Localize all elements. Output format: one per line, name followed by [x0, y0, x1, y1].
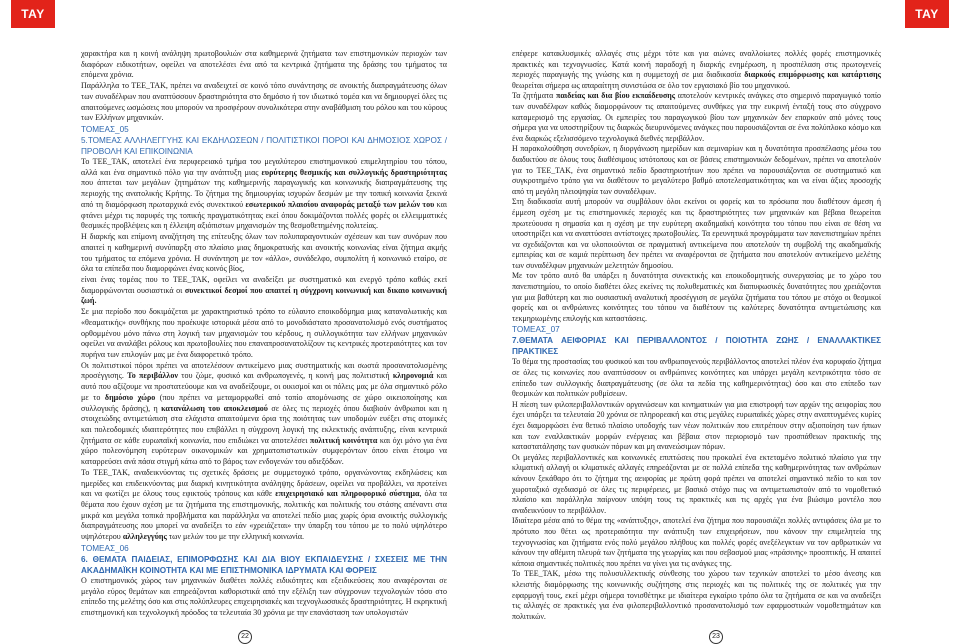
page-number: 23: [709, 630, 723, 644]
tee-logo: ΤΑΥ: [11, 0, 55, 28]
tee-logo: ΤΑΥ: [905, 0, 949, 28]
section-code: ΤΟΜΕΑΣ_07: [512, 325, 560, 335]
paragraph: Οι πολιτιστικοί πόροι πρέπει να αποτελέσουν αντικείμενο μιας συστηματικής και σωστά προσανατολισμένης προσέγγισης. Το περιβάλλον του ζώμε, φυσικό και ανθρωπογενές, η κοινή μας πολιτιστική κληρονομιά και αυτό που αξίζουμε να προστατεύουμε και να αναδείξουμε, οι οικισμοί και οι πόλεις μας με όλα σημαντικό ρόλο με το δημόσιο χώρο (που πρέπει να μεταμορφωθεί από τοπίο απομόνωσης σε χώρο οικειοποίησης και συλλογικής δράσης), η κατανάλωση του αποκλεισμού σε όλες τις περιοχές όπου διαβιούν άνθρωποι και η στοιχειώδης αντιμετώπιση στα ελάχιστα απαιτούμενα όρια της ποιότητας των υποδομών ευέξει στις ατομικές και πολεοδομικές ιδιαιτερότητες που επιβάλλει η σύγχρονη λογική της εκλεκτικής ανάπτυξης, είναι κεντρικά ζητήματα σε κάθε ευρωπαϊκή κοινωνία, που επιδιώκει να αποτελέσει πολιτική κοινότητα και όχι μόνο για ένα χώρο πολεονόμηση ευρύτερων οικονομικών και χρηματοπιστωτικών συμφερόντων όπου είναι έτοιμο να καταρρεύσει ανά πάσα στιγμή κάτω από το βάρος των ενδογενών του αδιεξόδων.: [81, 360, 448, 467]
section-code: ΤΟΜΕΑΣ_06: [81, 543, 129, 553]
section-title: 7.ΘΕΜΑΤΑ ΑΕΙΦΟΡΙΑΣ ΚΑΙ ΠΕΡΙΒΑΛΛΟΝΤΟΣ / ΠΟΙΟΤΗΤΑ ΖΩΗΣ / ΕΝΑΛΛΑΚΤΙΚΕΣ ΠΡΑΚΤΙΚΕΣ: [512, 336, 881, 357]
paragraph: Το ΤΕΕ_ΤΑΚ, αναδεικνύοντας τις σχετικές δράσεις με συμμετοχικό τρόπο, οργανώνοντας εκδηλώσεις και ημερίδες και επιδεικνύοντας μια διαρκή κινητικότητα ανάληψης δράσεων, οφείλει να προβάλλει, να προτείνει και να φωτίζει με όλους τους εφικτούς τρόπους και κάθε επιχειρησιακό και πληροφορικό σύστημα, όλα τα θέματα που έχουν σχέση με τα ζητήματα της επιστημονικής, πολιτικής και πολιτικής του στάσης απέναντι στα μικρά και μεγάλα τοπικά προβλήματα και παράλληλα να αποτελεί πεδίο μιας χωρίς όρια ανοικτής συλλογικής διαπραγμάτευσης που μπορεί να αναδείξει το εάν «χρειάζεται» την ύπαρξη του τόπου με το πολύ υψηλότερο υψηλότερου αλληλεγγύης των μελών του με την ελληνική κοινωνία.: [81, 467, 447, 542]
section-title: 5.ΤΟΜΕΑΣ ΑΛΛΗΛΕΓΓΥΗΣ ΚΑΙ ΕΚΔΗΛΩΣΕΩΝ / ΠΟΛΙΤΙΣΤΙΚΟΙ ΠΟΡΟΙ ΚΑΙ ΔΗΜΟΣΙΟΣ ΧΩΡΟΣ / ΠΡΟΒΟΛΗ ΚΑΙ ΕΠΙΚΟΙΝΩΝΙΑ: [81, 136, 447, 157]
paragraph: Ιδιαίτερα μέσα από το θέμα της «ανάπτυξης», αποτελεί ένα ζήτημα που παρουσιάζει πολλές αντιφάσεις όλα με το πρότυπο που θέτει ως προτεραιότητα την ανάπτυξη των επιχειρήσεων, που κάνουν την επιμελητεία της τεχνογνωσίας και ζητήματα ενός πολύ μεγάλου πλήθους και πολλές φορές ανεξέλεγκτων να τον αρθρωτικών να κάνουν την αθέμιτη πλευρά των ζητήματα της γεωργίας και που σεβασμού μιας «πράσινης» προοπτικής. Η απαιτεί κάποια σημαντικές πολιτικές που πρέπει να γίνει για τις ανάγκες της.: [512, 516, 881, 568]
paragraph: Η παρακολούθηση συνεδρίων, η διοργάνωση ημερίδων και σεμιναρίων και η δυνατότητα προσπέλασης μέσω του διαδικτύου σε όλους τους διαθέσιμους ιστότοπους και σε βάσεις επιστημονικών δεδομένων, πρέπει να αποτελούν για το ΤΕΕ_ΤΑΚ, ένα σημαντικό πεδίο δραστηριοτήτων που πρέπει να παρουσιάζονται σε συστηματικό και συγκροτημένο τρόπο για να διαθέτουν το μεγαλύτερο βαθμό αποτελεσματικότητας και να είναι άξιες προσοχής από τη μεγάλη πλειοψηφία των συναδέλφων.: [512, 144, 881, 196]
paragraph: Το θέμα της προστασίας του φυσικού και του ανθρωπογενούς περιβάλλοντος αποτελεί πλέον ένα κορυφαίο ζήτημα σε όλες τις κοινωνίες που αναπτύσσουν οι ανθρώπινες κοινότητες και υπάρχει μεγάλη κεντρικότητα τόσο σε επίπεδο των συλλογικής διαπραγμάτευσης (σε όλα τα πεδία της καθημερινότητας) όσο και στο επίπεδο των θεσμικών και πολιτικών ρυθμίσεων.: [512, 357, 881, 399]
right-page-column: [512, 49, 881, 622]
paragraph: Η διαρκής και επίμονη αναζήτηση της επίτευξης όλων των πολυπαραγοντικών σχέσεων και των συνόρων που απαιτεί η καθημερινή συνύπαρξη στο πλαίσιο μιας δημοκρατικής και ανοικτής κοινωνίας είναι ζήτημα ακμής του τμήματος τα επόμενα χρόνια. Η συνάντηση με τον «άλλο», συνάδελφο, συμπολίτη ή κοινωνικό εταίρο, σε όλα τα επίπεδα που διαμορφώνει ένας κοινός βίος,: [81, 232, 447, 274]
paragraph: Σε μια περίοδο που δοκιμάζεται με χαρακτηριστικό τρόπο το εύλαυτο εποικοδόμημα μιας καταναλωτικής και «θεαματικής» συνθήκης που προέκυψε ιστορικά μέσα από το μονοδιάστατο προσανατολισμό ενός συστήματος ορθομμένου μόνο πάνω στη λογική των μηχανισμών του κέρδους, η συλλογικότητα των ελλήνων μηχανικών οφείλει να αναλάβει ρόλους και πρωτοβουλίες που επαναπροσανατολίζουν τις κεντρικές προτεραιότητες και τον πυρήνα των επιλογών μας με ένα διαφορετικό τρόπο.: [81, 307, 447, 359]
paragraph: Η πίεση των φιλοπεριβαλλοντικών οργανώσεων και κινηματικών για μια επιστροφή των αρχών της αειφορίας που έχει υπάρξει τα τελευταία 20 χρόνια σε πληρορεακή και στις μεγάλες ευρωπαϊκές χώρες στην αναπτυγμένες κυρίες έχει διαμορφώσει ένα θετικό πλαίσιο υποδοχής των νέων πολιτικών που επιτρέπουν στην αξιοποίηση των ήπιων και των εναλλακτικών μορφών ενέργειας και βέβαια στον περιορισμό των προσπάθειων πρακτικής της καταστατάλησης των φυσικών πόρων και μη ανανεώσιμων πόρων.: [512, 399, 881, 452]
paragraph: Παράλληλα το ΤΕΕ_ΤΑΚ, πρέπει να αναδειχτεί σε κοινό τόπο συνάντησης σε ανοικτής διαπραγμάτευσης όλων των συναδέλφων που αναπτύσσουν δραστηριότητα στο δημόσιο ή τον ιδιωτικό τομέα και να δημιουργεί όλες τις απαιτούμενες ωσμώσεις που μπορούν να προσφέρουν συνολικότερα στην αναβάθμιση του ρόλου και του κύρους των Ελλήνων μηχανικών.: [81, 81, 447, 123]
page-number: 22: [238, 630, 252, 644]
section-title: 6. ΘΕΜΑΤΑ ΠΑΙΔΕΙΑΣ, ΕΠΙΜΟΡΦΩΣΗΣ ΚΑΙ ΔΙΑ ΒΙΟΥ ΕΚΠΑΙΔΕΥΣΗΣ / ΣΧΕΣΕΙΣ ΜΕ ΤΗΝ ΑΚΑΔΗΜΑΪΚΗ ΚΟΙΝΟΤΗΤΑ ΚΑΙ ΜΕ ΕΠΙΣΤΗΜΟΝΙΚΑ ΙΔΡΥΜΑΤΑ ΚΑΙ ΦΟΡΕΙΣ: [81, 554, 447, 575]
section-code: ΤΟΜΕΑΣ_05: [81, 125, 129, 135]
paragraph: Με τον τρόπο αυτό θα υπάρξει η δυνατότητα συνεκτικής και εποικοδομητικής συνεργασίας με το χώρο του πανεπιστημίου, το οποίο διαθέτει όλες εκείνες τις πολυθεματικές και διαπυφωσικές δυνατότητες που χρειάζονται για μια βαθύτερη και πιο ουσιαστική αναλυτική προσέγγιση σε μεγάλα ζητήματα του τόπου με στόχο οι θεσμικοί φορείς και οι ανθρώπινες κοινότητες του τόπου να διαθέτουν τις καλύτερες δυνατότητα αντιμετώπισης και τεκμηριωμένης επιλογής και καταστάσεις.: [512, 271, 881, 323]
paragraph: Ο επιστημονικός χώρος των μηχανικών διαθέτει πολλές ειδικότητες και εξειδικεύσεις που αναφέρονται σε μεγάλο εύρος θεμάτων και επηρεάζονται καθοριστικά από την εξέλιξη των σύγχρονων τεχνολογιών τόσο στο επίπεδο της μελέτης όσο και στις πολύπλευρες επιχειρησιακές και τεχνογλωσσικές δραστηριότητες. Η εκρηκτική επιστημονική και τεχνολογική πρόοδος τα τελευταία 30 χρόνια με την επανάσταση των υπολογιστών: [81, 575, 447, 618]
paragraph: Τα ζητήματα παιδείας και δια βίου εκπαίδευσης αποτελούν κεντρικές ανάγκες στο σημερινό παραγωγικό τοπίο των συναδέλφων καθώς διαμορφώνουν τις απαιτούμενες συνθήκες για την ευκρινή ένταξή τους στο σύγχρονο καταμερισμό της εργασίας. Οι εμπειρίες του παραγωγικού βίου των μηχανικών δεν επαρκούν από μόνες τους σήμερα για να υποστηρίξουν τις διαρκώς διευρυνόμενες ανάγκες που παρουσιάζονται σε ένα πολύπλοκο κόσμο και ένα διαρκώς εξελισσόμενο τεχνολογικά διεθνές περιβάλλον.: [512, 91, 881, 143]
paragraph: Στη διαδικασία αυτή μπορούν να συμβάλουν όλοι εκείνοι οι φορείς και το πρόσωπα που διαθέτουν άμεση ή έμμεση σχέση με τις επιστημονικές περιοχές και τις δραστηριότητες των μηχανικών και βέβαια θεωρείται πρωτεύουσα η σημασία και η σχέση με την ευρύτερη ακαδημαϊκή κοινότητα του τόπου που είναι σε θέση να υποστηρίξει και να αναπτύσσει αντίστοιχες πρωτοβουλίες. Τα ερευνητικά προγράμματα των πανεπιστημίων πρέπει να σχεδιάζονται και να υλοποιούνται σε πραγματική αντικείμενα που αποτελούν τη συμβολή της ακαδημαϊκής εμπειρίας και σε καμιά περίπτωση δεν πρέπει να αναφέρονται σε ζητήματα που αποτελούν αντικείμενο μελέτης των συναδέλφων μηχανικών μελετητών δημοσίου.: [512, 197, 881, 270]
left-page-column: [81, 49, 447, 619]
paragraph: Το ΤΕΕ_ΤΑΚ, αποτελεί ένα περιφερειακό τμήμα του μεγαλύτερου επιστημονικού επιμελητηρίου του τόπου, αλλά και ένα σημαντικό πόλο για την ανάπτυξη μιας ευρύτερης θεσμικής και συλλογικής δραστηριότητας που άπτεται των μεγάλων ζητημάτων της καθημερινής παραγωγικής και κοινωνικής διαπραγμάτευσης της περιοχής της ανατολικής Κρήτης. Το ζήτημα της δημιουργίας ισχυρών δεσμών με την τοπική κοινωνία ξεκινά από τη διαμόρφωση πρωταρχικά ενός συνεκτικού εσωτερικού πλαισίου αναφοράς μεταξύ των μελών του και φτάνει μέχρι τις παρυφές της τοπικής πραγματικότητας εκεί όπου δοκιμάζονται πολλές φορές οι ελλειμματικές θεσμικές προβλέψεις και η έλλειψη αξιόπιστων μηχανισμών της θεσμοθετημένης πολιτείας.: [81, 157, 447, 231]
paragraph: επέφερε κατακλυσμικές αλλαγές στις μέχρι τότε και για αιώνες αναλλοίωτες πολλές φορές επιστημονικές πρακτικές και τεχνογνωσίες. Κατά κοινή παραδοχή η διαρκής ενημέρωση, η προσπέλαση στις πρωτογενείς περιοχές παραγωγής της γνώσης και η συμμετοχή σε μια διαδικασία διαρκούς επιμόρφωσης και κατάρτισης θεωρείται σήμερα ως απαραίτητη συνιστώσα σε όλο τον εργασιακό βίο του μηχανικού.: [512, 49, 881, 90]
paragraph: χαρακτήρα και η κοινή ανάληψη πρωτοβουλιών στα καθημερινά ζητήματα των επιστημονικών περιοχών των διαφόρων ειδικοτήτων, οφείλει να αποτελέσει ένα από τα κεντρικά ζητήματα της δράσης του τμήματος τα επόμενα χρόνια.: [81, 49, 447, 80]
paragraph: Το ΤΕΕ_ΤΑΚ, μέσω της πολυσυλλεκτικής σύνθεσης του χώρου των τεχνικών αποτελεί το μέσο άνεσης και κλειστής διαμόρφωσης της κοινωνικής συζήτησης στις περιοχές και τις πολιτικές της σε πολιτικές για την εφαρμογή τους, εκεί μέχρι σήμερα τονισθέτηκε με ιδιαίτερα εγκαίριο τρόπο όλα τα ζητήματα σε και να αναδείξει τις αλλαγές σε πρακτικές για ένα φιλοπεριβαλλοντικό προσανατολισμό των εφαρμοστικών νομοθετημάτων και πολιτικών.: [512, 569, 881, 621]
paragraph: Οι μεγάλες περιβαλλοντικές και κοινωνικές επιπτώσεις που προκαλεί ένα εκτεταμένο πολιτικό πλαίσιο για την κλιματική αλλαγή οι κλιματικές αλλαγές επηρεάζονται με σε πολλά επίπεδα της καθημερινότητας των ανθρώπων κάνουν ξεκάθαρο ότι το ζήτημα της αειφορίας με πρώτη φορά πρέπει να αποτελεί σημαντικό πεδίο το και τον χωροταξικό σχεδιασμό σε όλες τις περιφέρειες, με βασικό στόχο πως να αντιμετωπιστούν από το νομοθετικό πλαίσιο και παράλληλα παίρνουν υπόψη τους τις πρακτικές και τις αρχές για ένα βιώσιμο μοντέλο που αναδεικνύουν το περιβάλλον.: [512, 452, 881, 515]
paragraph: είναι ένας τομέας που το ΤΕΕ_ΤΑΚ, οφείλει να αναδείξει με συστηματικό και ενεργό τρόπο καθώς εκεί διαμορφώνονται ουσιαστικά οι συνεκτικοί δεσμοί που απαιτεί η σύγχρονη κοινωνική και δικαιο κοινωνική ζωή.: [81, 274, 447, 306]
